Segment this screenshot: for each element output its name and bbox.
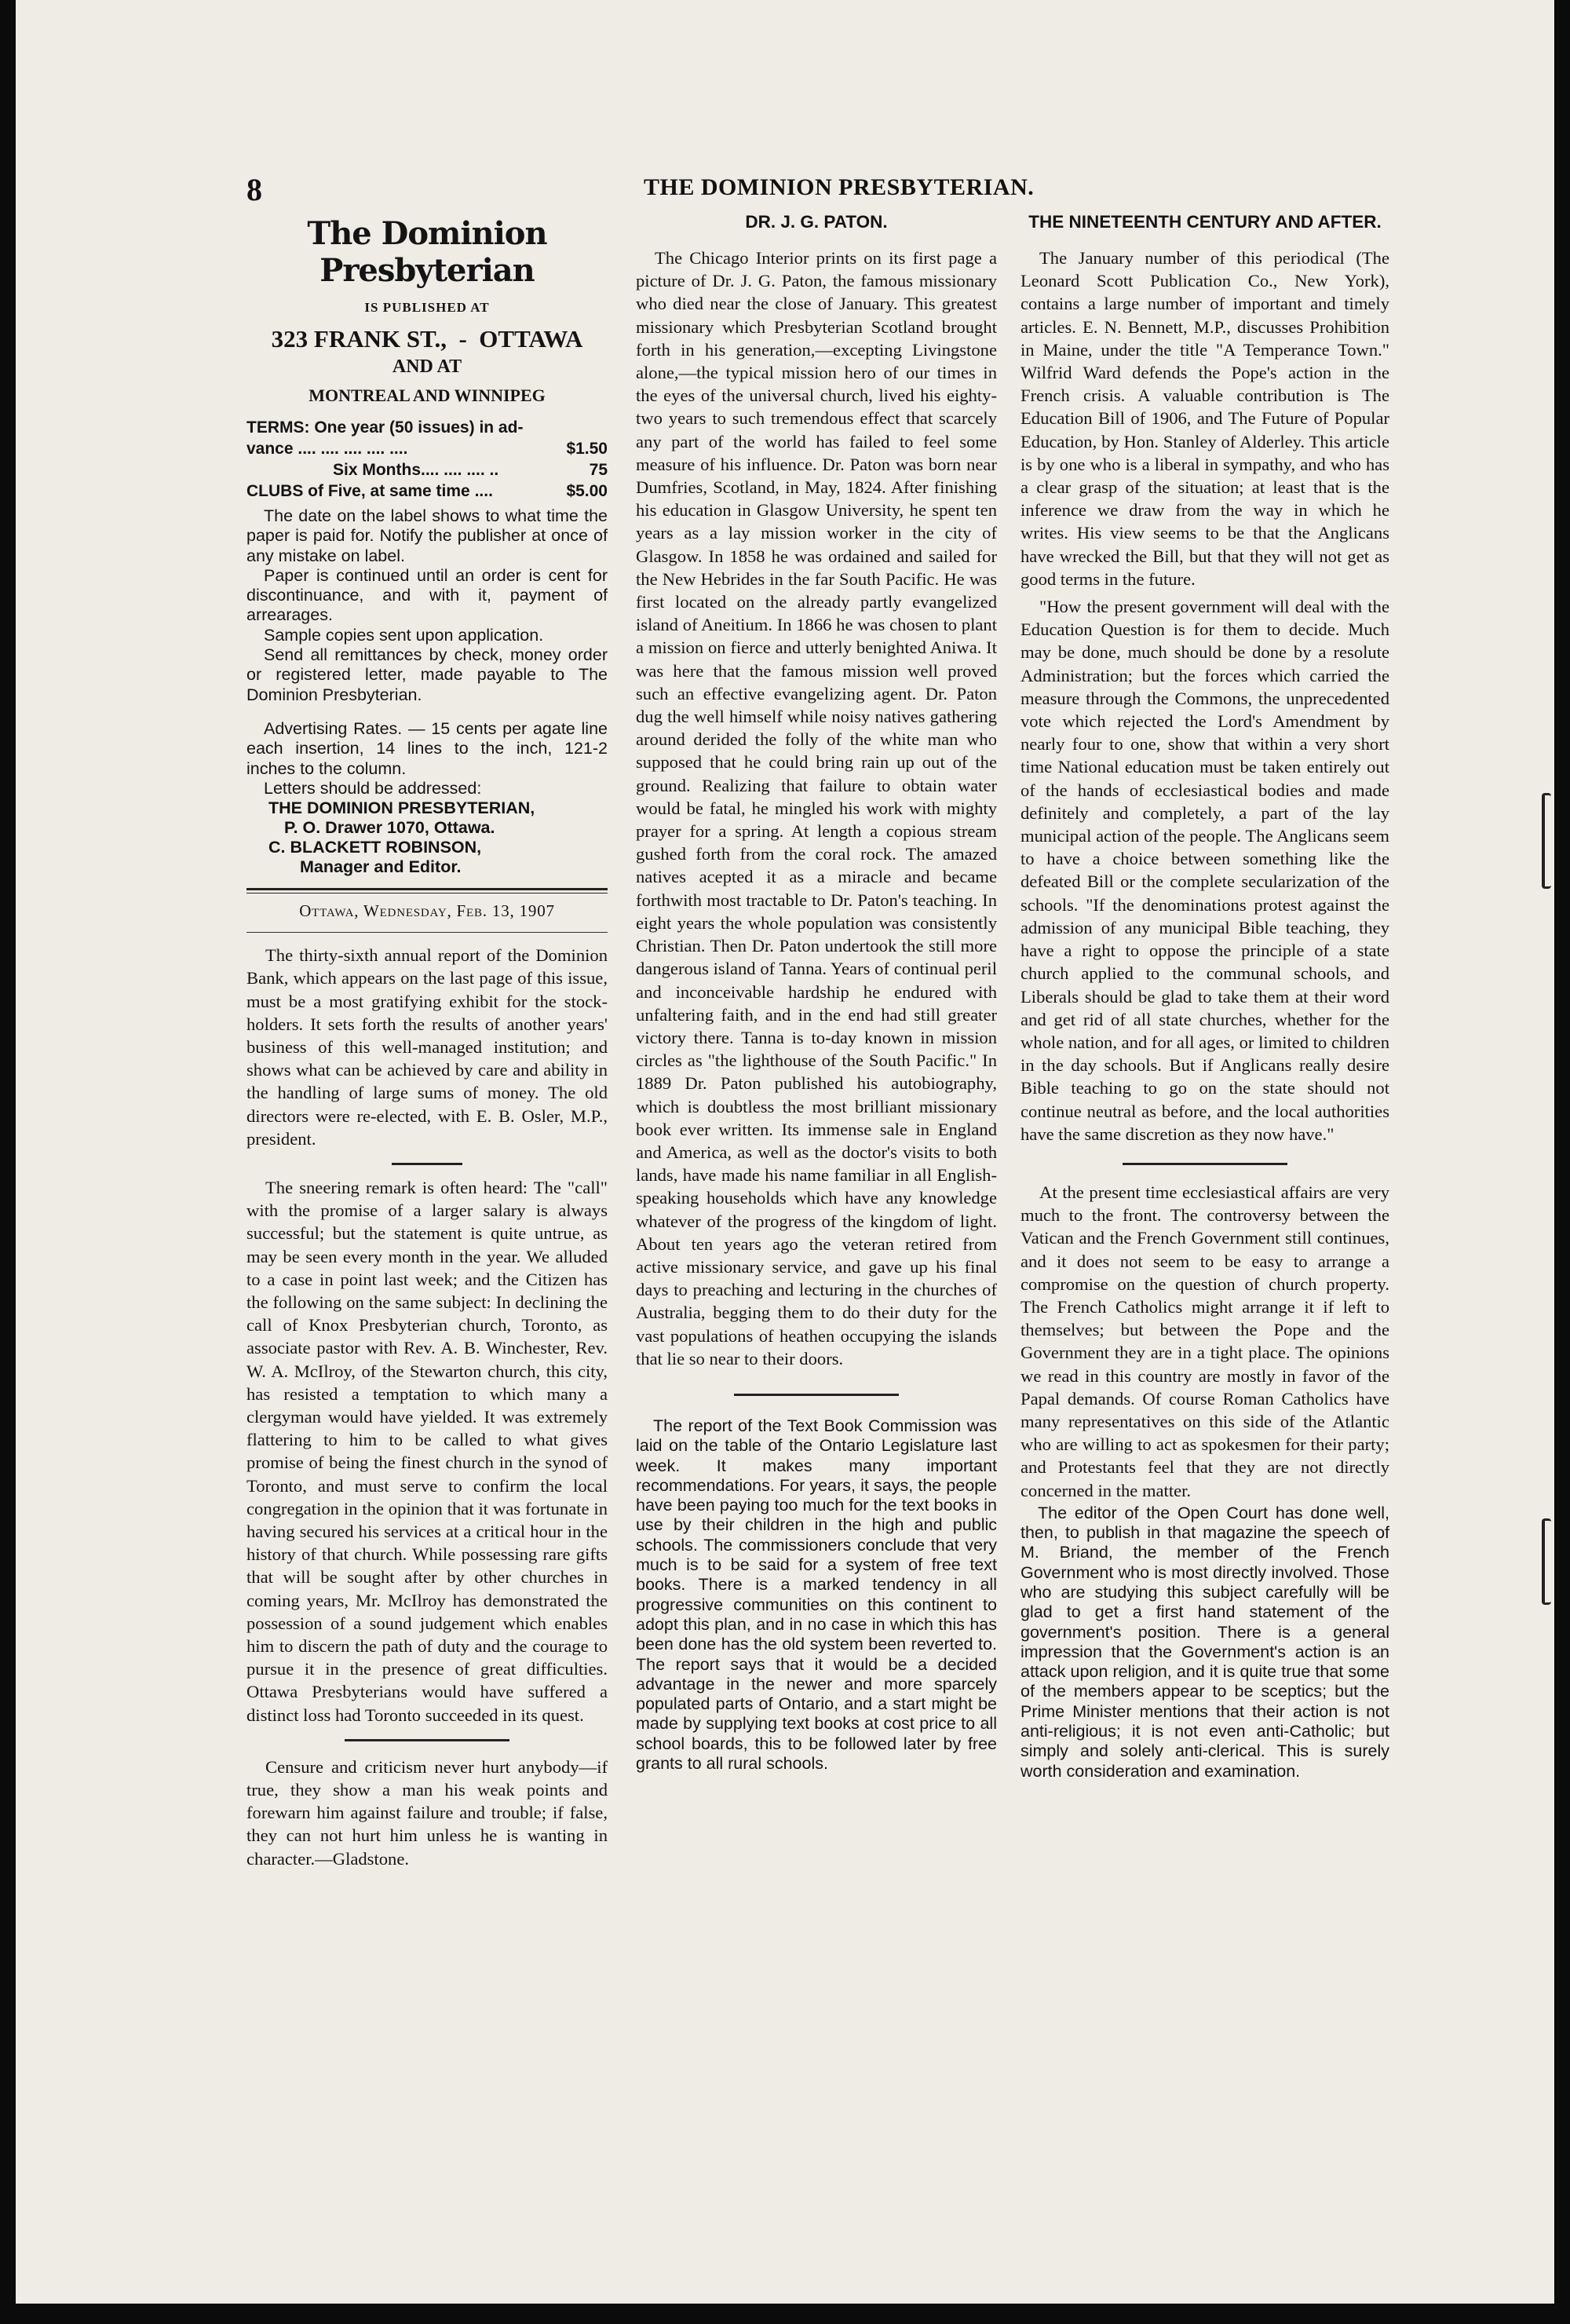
article-nineteenth-century: The January number of this periodical (The Leonard Scott Publication Co., New York), contains a large number of important and timely articles. E. N. Bennett, M.P., discusses Prohibition in Maine, under the title "A Temperance Town." Wilfrid Ward defends the Pope's action in the French crisis. A valuable contribution is The Education Bill of 1906, and The Future of Popular Education, by Hon. Stanley of Alderley. This article is by one who is a liberal in sympathy, and who has a clear grasp of the situation; at least that is the inference we draw from the way in which he writes. His view seems to be that the Anglicans have wrecked the Bill, but that they will not get as good terms in the future. bbox=[1020, 248, 1389, 589]
subscription-terms bbox=[246, 417, 608, 502]
terms-value: 75 bbox=[589, 461, 608, 479]
article-paton: The Chicago Interior prints on its first page a picture of Dr. J. G. Paton, the famous missionary who died near the close of January. This greatest missionary which Presbyterian Scotland brought forth in his generation,—excepting Livingstone alone,—the typical mission hero of our times in the eyes of the universal church, lived his eighty-two years to such tremendous effect that scarcely any part of the world has failed to feel some measure of his influence. Dr. Paton was born near Dumfries, Scotland, in May, 1824. After finishing his education in Glasgow University, he spent ten years as a lay mission worker in the city of Glasgow. In 1858 he was ordained and sailed for the New Hebrides in the far South Pacific. He was first located on the already partly evangelized island of Aneitium. In 1866 he was chosen to plant a mission on fierce and utterly benighted Aniwa. It was here that the famous mission well proved such an effective evangelizing agent. Dr. Paton dug the well himself while noisy natives gathering around derided the folly of the white man who supposed that he could bring rain up out of the ground. Realizing that failure to obtain water would be fatal, he mingled his work with mighty prayer for a spring. At length a copious stream gushed forth from the coral rock. The amazed natives acepted it as a miracle and became forthwith most tractable to Dr. Paton's teaching. In eight years the whole population was consistently Christian. Then Dr. Paton undertook the still more dangerous island of Tanna. Years of continual peril and inconceivable hardship he endured with unfaltering faith, and in the end had still greater victory there. Tanna is to-day known in mission circles as "the lighthouse of the South Pacific." In 1889 Dr. Paton published his autobiography, which is doubtless the most brilliant missionary book ever written. Its immense sale in England and America, as well as the doctor's visits to both lands, have made his name familiar in all English-speaking households which have any knowledge whatever of the progress of the kingdom of light. About ten years ago the veteran retired from active missionary service, and gave up his final days to preaching and lecturing in the churches of Australia, begging them to do their duty for the vast populations of heathen occupying the islands that lie so near to their doors. bbox=[636, 248, 997, 1368]
address-line: P. O. Drawer 1070, Ottawa. bbox=[284, 818, 495, 838]
and-at: AND AT bbox=[392, 356, 462, 377]
article-open-court-wrap bbox=[1020, 1504, 1389, 1781]
advertising-rates: Advertising Rates. — 15 cents per agate line each insertion, 14 lines to the inch, 121-2 inches to the column. bbox=[246, 718, 608, 778]
notice-paragraph: The date on the label shows to what time the paper is paid for. Notify the publisher at once of any mistake on label. bbox=[246, 506, 608, 565]
publisher-cities: MONTREAL AND WINNIPEG bbox=[309, 386, 546, 405]
article-textbook: The report of the Text Book Commission was laid on the table of the Ontario Legislature last week. It makes many important recommendations. For years, it says, the people have been paying too much for the text books in use by their children in the high and public schools. The commissioners conclude that very much is to be said for a system of free text books. There is a marked tendency in all progressive communities on this continent to adopt this plan, and in no case in which this has been done has the old system been reverted to. The report says that it would be a decided advantage in the newer and more sparcely populated parts of Ontario, and a start might be made by supplying text books at cost price to all school boards, this to be followed later by free grants to all rural schools. bbox=[636, 1416, 997, 1773]
running-head: THE DOMINION PRESBYTERIAN. bbox=[644, 174, 1035, 200]
terms-row bbox=[246, 459, 608, 481]
nineteenth-century-heading: THE NINETEENTH CENTURY AND AFTER. bbox=[1028, 212, 1382, 232]
terms-label: CLUBS of Five, at same time .... bbox=[246, 482, 493, 500]
middle-articles bbox=[636, 247, 997, 1396]
address-line: C. BLACKETT ROBINSON, bbox=[268, 838, 482, 857]
terms-label: vance .... .... .... .... .... bbox=[246, 440, 408, 458]
article-textbook-wrap bbox=[636, 1416, 997, 1774]
page-number: 8 bbox=[246, 172, 262, 207]
divider bbox=[392, 1163, 462, 1165]
article-bank-report: The thirty-sixth annual report of the Dominion Bank, which appears on the last page of this issue, must be a most gratifying exhibit for the stock-holders. It sets forth the results of another years' business of this well-managed institution; and shows what can be achieved by care and ability in the handling of large sums of money. The old directors were re-elected, with E. B. Osler, M.P., president. bbox=[246, 945, 608, 1149]
masthead-title: The Dominion Presbyterian bbox=[307, 215, 547, 289]
mailing-address bbox=[246, 798, 608, 877]
masthead-column bbox=[246, 212, 608, 1870]
address-line: Manager and Editor. bbox=[300, 857, 462, 877]
terms-value: $1.50 bbox=[566, 440, 608, 458]
publisher-address: 323 FRANK ST., - OTTAWA bbox=[271, 325, 583, 353]
terms-value: $5.00 bbox=[566, 482, 608, 500]
published-at: IS PUBLISHED AT bbox=[364, 300, 490, 315]
article-open-court: The editor of the Open Court has done well, then, to publish in that magazine the speech of M. Briand, the member of the French Government who is most directly involved. Those who are studying this subject carefully will be glad to get a first hand statement of the government's position. There is a general impression that the Government's action is an attack upon religion, and it is quite true that some of the members appear to be sceptics; but the Prime Minister mentions that their action is not anti-religious; it is not even anti-Catholic; but simply and solely anti-clerical. This is surely worth consideration and examination. bbox=[1020, 1503, 1389, 1781]
left-articles bbox=[246, 944, 608, 1870]
margin-bracket bbox=[1542, 793, 1551, 889]
terms-row bbox=[246, 481, 608, 502]
terms-label: Six Months.... .... .... .. bbox=[333, 461, 499, 479]
right-articles bbox=[1020, 247, 1389, 1502]
double-rule bbox=[246, 888, 608, 893]
scan-edge-right bbox=[1556, 0, 1570, 2324]
article-mcilroy-call: The sneering remark is often heard: The "call" with the promise of a larger salary is always successful; but the statement is quite untrue, as may be seen every month in the year. We alluded to a case in point last week; and the Citizen has the following on the same subject: In declining the call of Knox Presbyterian church, Toronto, as associate pastor with Rev. A. B. Winchester, Rev. W. A. McIlroy, of the Stewarton church, this city, has resisted a temptation to which many a clergyman would have yielded. It was extremely flattering to him to be called to what gives promise of being the finest church in the synod of Toronto, and must serve to confirm the local congregation in the opinion that it was fortunate in having secured his services at a critical hour in the history of that church. While possessing rare gifts that will be sought after by other churches in coming years, Mr. McIlroy has demonstrated the possession of a sound judgement which enables him to discern the path of duty and the courage to pursue it in the presence of great difficulties. Ottawa Presbyterians would have suffered a distinct loss had Toronto succeeded in its quest. bbox=[246, 1177, 608, 1725]
terms-row bbox=[246, 438, 608, 459]
paton-heading: DR. J. G. PATON. bbox=[745, 212, 888, 232]
right-column bbox=[1020, 212, 1389, 1781]
notice-paragraph: Paper is continued until an order is cent for discontinuance, and with it, payment of arrearages. bbox=[246, 565, 608, 625]
divider bbox=[734, 1394, 899, 1396]
margin-bracket bbox=[1542, 1518, 1551, 1605]
divider bbox=[1123, 1163, 1287, 1165]
address-line: THE DOMINION PRESBYTERIAN, bbox=[268, 798, 535, 818]
letters-note: Letters should be addressed: bbox=[264, 778, 482, 798]
notice-paragraph: Sample copies sent upon application. bbox=[264, 625, 544, 645]
scan-edge-bottom bbox=[0, 2304, 1570, 2324]
middle-column bbox=[636, 212, 997, 1774]
dateline: Ottawa, Wednesday, Feb. 13, 1907 bbox=[299, 901, 555, 921]
notices bbox=[246, 506, 608, 798]
terms-line: TERMS: One year (50 issues) in ad- bbox=[246, 418, 524, 437]
divider bbox=[345, 1739, 509, 1741]
rule bbox=[246, 932, 608, 933]
article-education-quote: "How the present government will deal with the Education Question is for them to decide. Much may be done, much should be done by a resolute Administration; but the forces which carried the measure through the Commons, the unprecedented vote which rejected the Lord's Amendment by nearly four to one, show that within a very short time National education must be taken entirely out of the hands of ecclesiastical bodies and made definitely and completely, a part of the lay municipal action of the people. The Anglicans seem to have a choice between something like the defeated Bill or the complete secularization of the schools. "If the denominations protest against the admission of any municipal Bible teaching, they have a right to oppose the principle of a state church applied to the communal schools, and Liberals should be glad to take them at their word and get rid of all state churches, whether for the whole nation, and for all ages, or limited to children in the day schools. But if Anglicans really desire Bible teaching to go on the state should not continue neutral as before, and the local authorities have the same discretion as they now have." bbox=[1020, 597, 1389, 1144]
article-gladstone-quote: Censure and criticism never hurt anybody—if true, they show a man his weak points and forewarn him against failure and trouble; if false, they can not hurt him unless he is wanting in character.—Gladstone. bbox=[246, 1756, 608, 1869]
notice-paragraph: Send all remittances by check, money order or registered letter, made payable to The Dominion Presbyterian. bbox=[246, 645, 608, 704]
article-vatican: At the present time ecclesiastical affairs are very much to the front. The controversy between the Vatican and the French Government still continues, and it does not seem to be easy to arrange a compromise on the question of church property. The French Catholics might arrange it if left to themselves; but between the Pope and the Government they are in a tight place. The opinions we read in this country are mostly in favor of the Papal demands. Of course Roman Catholics have many representatives on this side of the Atlantic who are willing to act as spokesmen for their party; and Protestants feel that they are not directly concerned in the matter. bbox=[1020, 1182, 1389, 1500]
